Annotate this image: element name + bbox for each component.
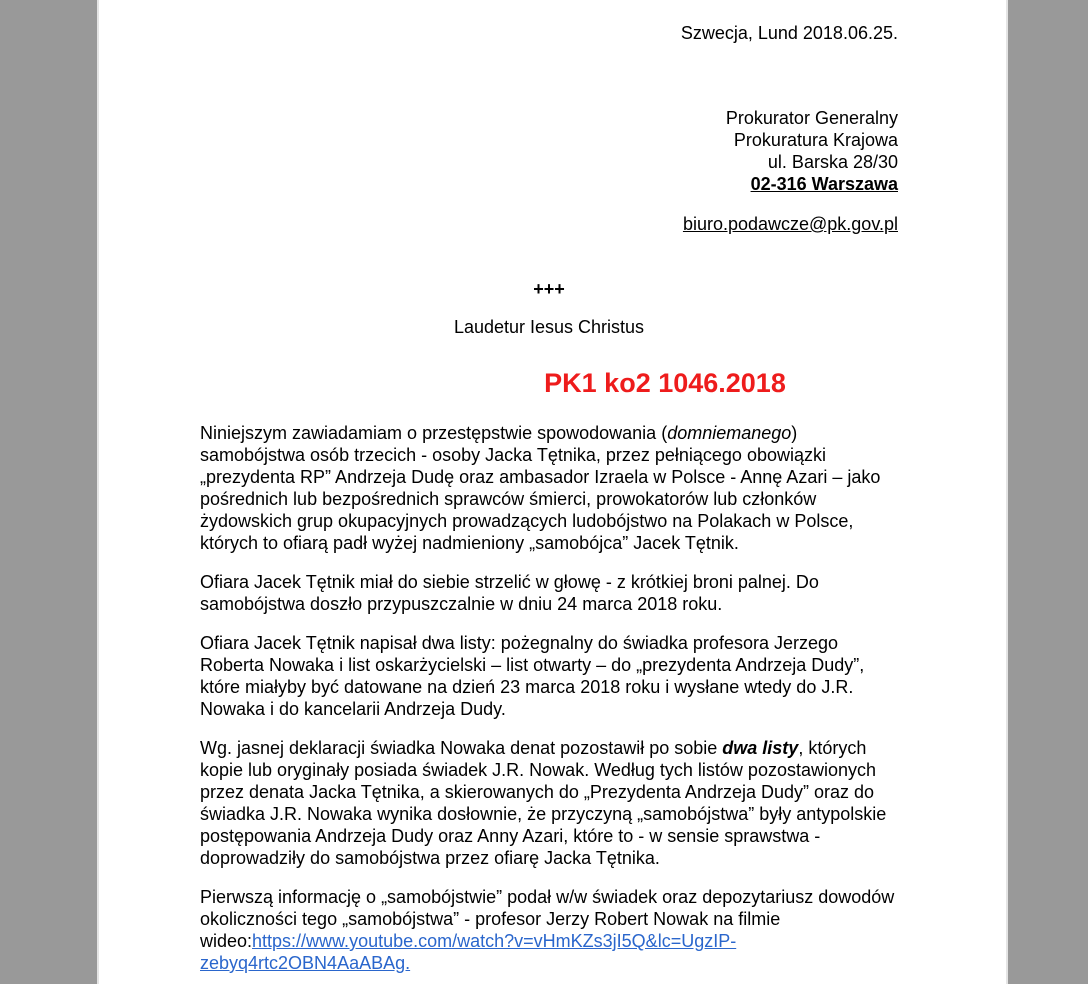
salutation-line: Laudetur Iesus Christus — [453, 317, 645, 337]
recipient-institution: Prokuratura Krajowa — [733, 130, 898, 150]
paragraph-1 — [200, 422, 898, 554]
recipient-email-line — [200, 213, 898, 235]
youtube-link-line-2: zebyq4rtc2OBN4AaABAg. — [200, 953, 411, 973]
youtube-link-line-1: https://www.youtube.com/watch?v=vHmKZs3jI5Q&lc=UgzIP- — [252, 931, 737, 951]
date-place-line: Szwecja, Lund 2018.06.25. — [680, 23, 898, 43]
paragraph-1-text-continued: ) samobójstwa osób trzecich - osoby Jacka Tętnika, przez pełniącego obowiązki „prezydenta RP” Andrzeja Dudę oraz ambasador Izraela w Polsce - Annę Azari – jako pośrednich lub bezpośrednich sprawców śmierci, prowokatorów lub członków żydowskich grup okupacyjnych prowadzących ludobójstwo na Polakach w Polsce, których to ofiarą padł wyżej nadmieniony „samobójca” Jacek Tętnik. — [200, 423, 881, 553]
triple-cross-mark: +++ — [533, 279, 565, 299]
page-content — [99, 0, 1006, 974]
paragraph-4 — [200, 737, 898, 869]
recipient-email-link[interactable]: biuro.podawcze@pk.gov.pl — [682, 214, 898, 234]
youtube-link[interactable] — [200, 931, 736, 973]
recipient-title: Prokurator Generalny — [725, 108, 898, 128]
paragraph-5-text: Pierwszą informację o „samobójstwie” podał w/w świadek oraz depozytariusz dowodów okoliczności tego „samobójstwa” - profesor Jerzy Robert Nowak na filmie wideo: — [200, 887, 895, 951]
recipient-address-block — [200, 107, 898, 195]
paragraph-4-bold-italic-phrase: dwa listy — [722, 738, 799, 758]
paragraph-2: Ofiara Jacek Tętnik miał do siebie strzelić w głowę - z krótkiej broni palnej. Do samobójstwa doszło przypuszczalnie w dniu 24 marca 2018 roku. — [200, 572, 819, 614]
recipient-postal-city: 02-316 Warszawa — [750, 174, 898, 194]
paragraph-4-text: Wg. jasnej deklaracji świadka Nowaka denat pozostawił po sobie — [200, 738, 723, 758]
case-number-heading: PK1 ko2 1046.2018 — [544, 368, 786, 398]
paragraph-4-text-continued: , których kopie lub oryginały posiada świadek J.R. Nowak. Według tych listów pozostawionych przez denata Jacka Tętnika, a skierowanych do „Prezydenta Andrzeja Dudy” oraz do świadka J.R. Nowaka wynika dosłownie, że przyczyną „samobójstwa” były antypolskie postępowania Andrzeja Dudy oraz Anny Azari, które to - w sensie sprawstwa - doprowadziły do samobójstwa przez ofiarę Jacka Tętnika. — [200, 738, 887, 868]
recipient-street: ul. Barska 28/30 — [767, 152, 898, 172]
document-page — [97, 0, 1008, 984]
paragraph-3: Ofiara Jacek Tętnik napisał dwa listy: pożegnalny do świadka profesora Jerzego Roberta Nowaka i list oskarżycielski – list otwarty – do „prezydenta Andrzeja Dudy”, które miałyby być datowane na dzień 23 marca 2018 roku i wysłane wtedy do J.R. Nowaka i do kancelarii Andrzeja Dudy. — [200, 633, 865, 719]
paragraph-5 — [200, 886, 898, 974]
letter-body — [200, 422, 898, 974]
paragraph-1-text: Niniejszym zawiadamiam o przestępstwie spowodowania ( — [200, 423, 668, 443]
paragraph-1-italic-word: domniemanego — [667, 423, 792, 443]
